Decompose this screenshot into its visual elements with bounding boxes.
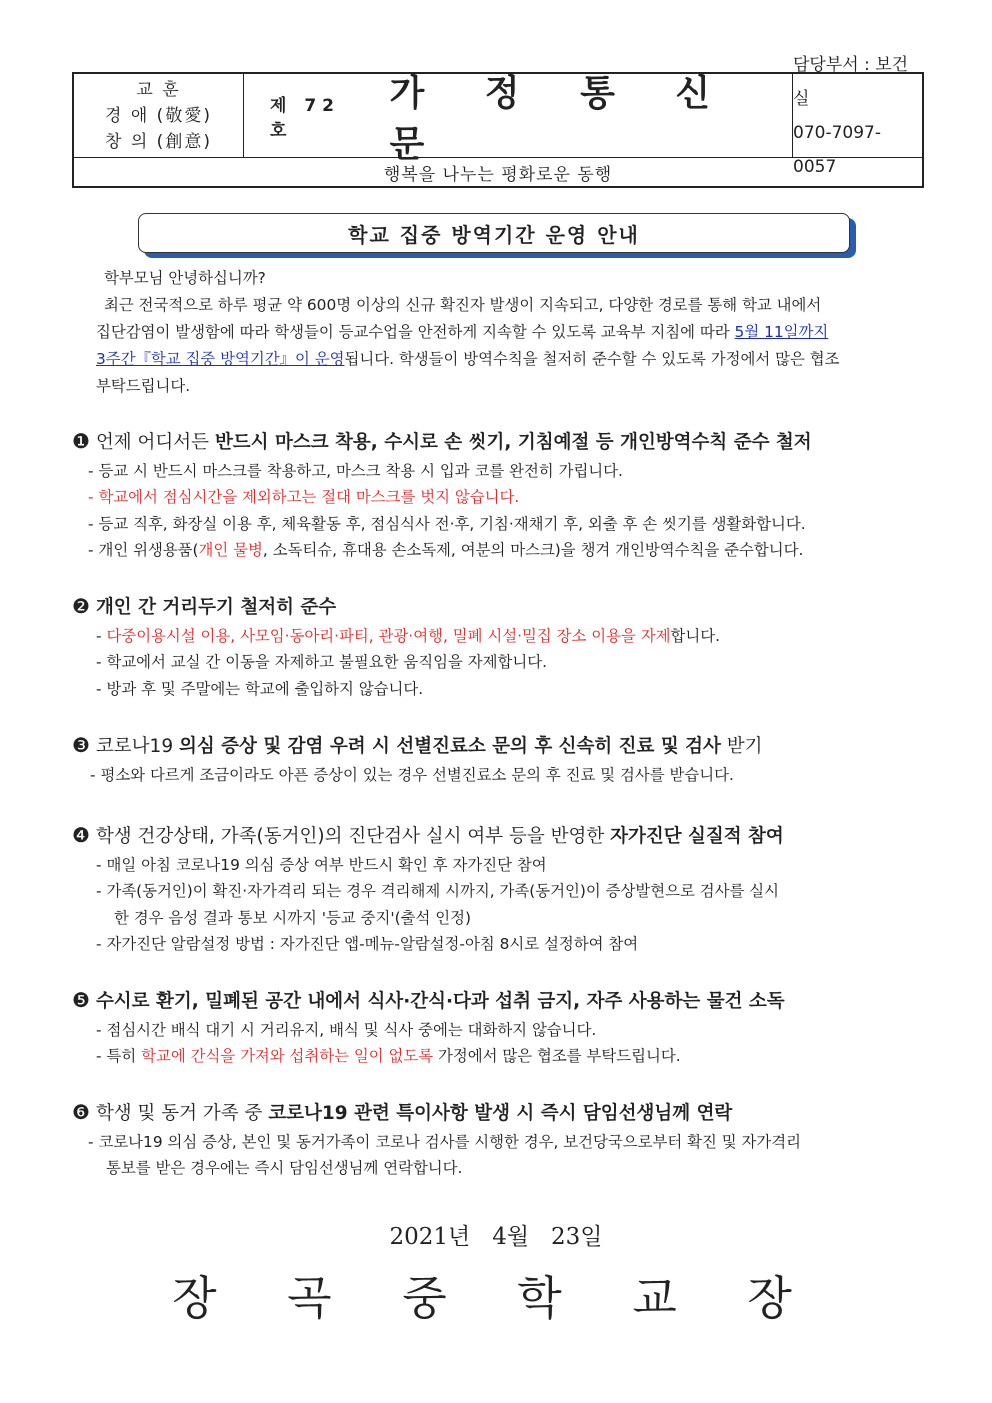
issue-number: 제 72 호 — [270, 95, 340, 141]
intro-text: 됩니다. 학생들이 방역수칙을 철저히 준수할 수 있도록 가정에서 많은 협조 — [344, 350, 840, 368]
list-item — [72, 623, 932, 649]
heading-bold: 수시로 환기, 밀폐된 공간 내에서 식사·간식·다과 섭취 금지, 자주 사용하는 물건 소독 — [95, 991, 785, 1012]
greeting: 학부모님 안녕하십니까? — [104, 269, 266, 287]
motto-line-2: 창 의 (創意) — [105, 131, 212, 152]
principal-signature: 장 곡 중 학 교 장 — [172, 1271, 820, 1325]
item-text: 가정에서 많은 협조를 부탁드립니다. — [433, 1047, 681, 1066]
item-text: - 특히 — [96, 1047, 142, 1066]
item-highlight: 개인 물병 — [198, 541, 263, 560]
item-text: - 개인 위생용품( — [88, 541, 199, 560]
list-item: - 점심시간 배식 대기 시 거리유지, 배식 및 식사 중에는 대화하지 않습니다. — [96, 1021, 597, 1039]
heading-text: 학생 건강상태, 가족(동거인)의 진단검사 실시 여부 등을 반영한 — [95, 826, 611, 847]
intro-paragraph — [96, 265, 922, 400]
heading-bold: 반드시 마스크 착용, 수시로 손 씻기, 기침예절 등 개인방역수칙 준수 철저 — [214, 432, 812, 453]
phone-number: 070-7097-0057 — [793, 122, 881, 177]
section-3 — [72, 730, 932, 788]
list-item-continued: 한 경우 음성 결과 통보 시까지 '등교 중지'(출석 인정) — [114, 908, 471, 927]
list-item — [72, 1043, 932, 1069]
section-number: ❸ — [72, 733, 90, 757]
motto-line-1: 경 애 (敬愛) — [105, 105, 212, 126]
section-number: ❹ — [72, 823, 90, 847]
item-text: - — [96, 627, 107, 645]
section-heading — [72, 820, 932, 852]
section-6 — [72, 1097, 932, 1182]
period-highlight-2: 3주간『학교 집중 방역기간』이 운영 — [96, 350, 345, 368]
section-heading — [72, 1097, 932, 1129]
intro-line-1: 최근 전국적으로 하루 평균 약 600명 이상의 신규 확진자 발생이 지속되고, 다양한 경로를 통해 학교 내에서 — [104, 296, 822, 314]
item-text: 합니다. — [670, 627, 720, 645]
section-number: ❷ — [72, 594, 90, 618]
heading-bold: 개인 간 거리두기 철저히 준수 — [95, 597, 337, 618]
section-2 — [72, 591, 932, 702]
department: 담당부서 : 보건실 — [793, 54, 909, 109]
heading-text: 코로나19 — [95, 736, 179, 757]
school-motto — [74, 74, 244, 158]
intro-text: 집단감염이 발생함에 따라 학생들이 등교수업을 안전하게 지속할 수 있도록 교육부 지침에 따라 — [96, 323, 735, 341]
item-highlight: 다중이용시설 이용, 사모임·동아리·파티, 관광·여행, 밀폐 시설·밀집 장소 이용을 자제 — [106, 627, 671, 645]
list-item: - 평소와 다르게 조금이라도 아픈 증상이 있는 경우 선별진료소 문의 후 진료 및 검사를 받습니다. — [90, 766, 734, 784]
intro-line-3 — [96, 346, 922, 373]
slogan: 행복을 나누는 평화로운 동행 — [383, 164, 613, 185]
heading-text: 학생 및 동거 가족 중 — [95, 1103, 269, 1124]
heading-bold: 자가진단 실질적 참여 — [610, 826, 784, 847]
section-1 — [72, 426, 932, 564]
section-number: ❶ — [72, 429, 90, 453]
section-number: ❺ — [72, 988, 90, 1012]
section-heading — [72, 591, 932, 623]
list-item: - 등교 시 반드시 마스크를 착용하고, 마스크 착용 시 입과 코를 완전히 가립니다. — [88, 462, 623, 480]
list-item: - 학교에서 교실 간 이동을 자제하고 불필요한 움직임을 자제합니다. — [96, 653, 548, 672]
notice-title: 학교 집중 방역기간 운영 안내 — [138, 213, 850, 253]
heading-text: 언제 어디서든 — [95, 432, 215, 453]
section-heading — [72, 985, 932, 1017]
item-highlight: 학교에 간식을 가져와 섭취하는 일이 없도록 — [141, 1047, 434, 1066]
intro-line-4: 부탁드립니다. — [96, 377, 191, 395]
heading-bold: 코로나19 관련 특이사항 발생 시 즉시 담임선생님께 연락 — [268, 1103, 733, 1124]
list-item: - 학교에서 점심시간을 제외하고는 절대 마스크를 벗지 않습니다. — [88, 488, 520, 507]
newsletter-title: 가 정 통 신 문 — [389, 71, 735, 165]
list-item-continued: 통보를 받은 경우에는 즉시 담임선생님께 연락합니다. — [106, 1159, 463, 1178]
list-item — [72, 537, 932, 563]
heading-text: 받기 — [720, 736, 763, 757]
list-item: - 자가진단 알람설정 방법 : 자가진단 앱-메뉴-알람설정-아침 8시로 설정하여 참여 — [96, 935, 639, 954]
issue-date: 2021년 4월 23일 — [389, 1224, 603, 1250]
section-5 — [72, 985, 932, 1070]
list-item: - 방과 후 및 주말에는 학교에 출입하지 않습니다. — [96, 679, 424, 698]
heading-bold: 의심 증상 및 감염 우려 시 선별진료소 문의 후 신속히 진료 및 검사 — [178, 736, 721, 757]
period-highlight-1: 5월 11일까지 — [734, 323, 829, 341]
list-item: - 가족(동거인)이 확진·자가격리 되는 경우 격리해제 시까지, 가족(동거인)이 증상발현으로 검사를 실시 — [96, 882, 779, 901]
motto-label: 교 훈 — [136, 79, 181, 100]
list-item: - 등교 직후, 화장실 이용 후, 체육활동 후, 점심식사 전·후, 기침·재채기 후, 외출 후 손 씻기를 생활화합니다. — [88, 514, 806, 533]
newsletter-header — [72, 54, 924, 188]
list-item: - 매일 아침 코로나19 의심 증상 여부 반드시 확인 후 자가진단 참여 — [96, 856, 547, 874]
list-item: - 코로나19 의심 증상, 본인 및 동거가족이 코로나 검사를 시행한 경우, 보건당국으로부터 확진 및 자가격리 — [88, 1133, 801, 1151]
section-number: ❻ — [72, 1100, 90, 1124]
section-heading — [72, 730, 932, 762]
section-heading — [72, 426, 932, 458]
department-info — [792, 54, 922, 177]
intro-line-2 — [96, 319, 922, 346]
newsletter-title-cell — [244, 71, 792, 165]
section-4 — [72, 820, 932, 958]
item-text: , 소독티슈, 휴대용 손소독제, 여분의 마스크)을 챙겨 개인방역수칙을 준수합니다. — [262, 541, 804, 560]
